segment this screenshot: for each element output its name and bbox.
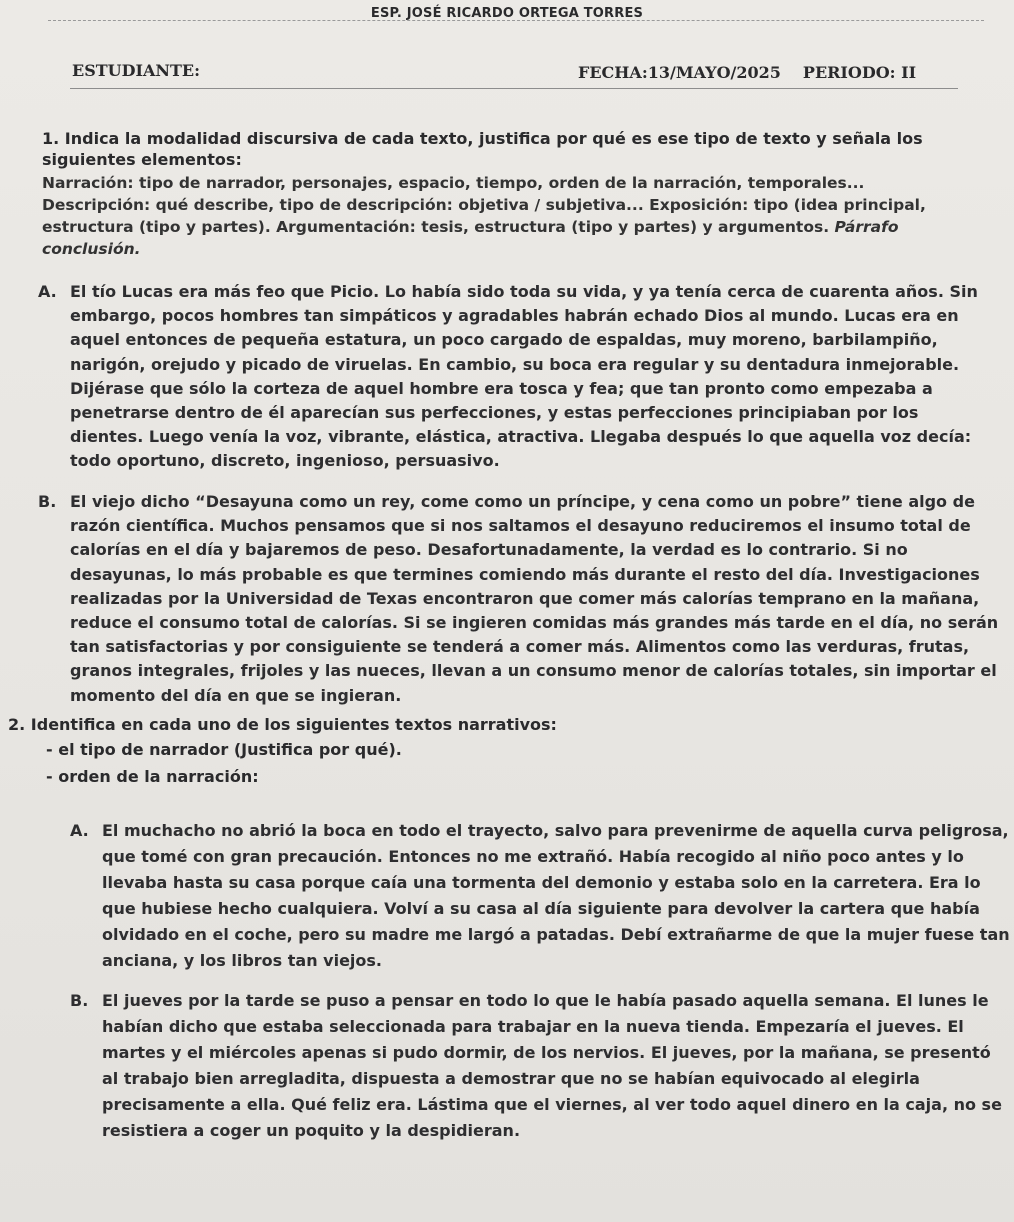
q2-bullet-narrador: - el tipo de narrador (Justifica por qué).	[46, 740, 402, 759]
q2-text-b-body: El jueves por la tarde se puso a pensar en todo lo que le había pasado aquella semana. El lunes le habían dicho que estaba seleccionada para trabajar en la nueva tienda. Empezaría el jueves. El martes y el miércoles apenas si pudo dormir, de los nervios. El jueves, por la mañana, se presentó al trabajo bien arregladita, dispuesta a demostrar que no se habían equivocado al elegirla precisamente a ella. Qué feliz era. Lástima que el viernes, al ver todo aquel dinero en la caja, no se resistiera a coger un poquito y la despidieran.	[102, 991, 1002, 1140]
narracion-text: tipo de narrador, personajes, espacio, tiempo, orden de la narración, temporales...	[138, 174, 865, 192]
exposicion-text: tipo (idea principal, estructura (tipo y partes).	[42, 196, 926, 236]
question-2-title: 2. Identifica en cada uno de los siguientes textos narrativos:	[8, 715, 557, 734]
q1-text-b-letter: B.	[38, 492, 57, 511]
header-divider	[70, 88, 958, 89]
date-period-line	[578, 63, 916, 82]
q1-text-b	[38, 490, 1000, 708]
q2-text-b-letter: B.	[70, 991, 89, 1010]
period-label: PERIODO: II	[802, 63, 917, 82]
conclusion-text: Párrafo conclusión.	[42, 218, 899, 258]
q1-text-a-body: El tío Lucas era más feo que Picio. Lo había sido toda su vida, y ya tenía cerca de cuarenta años. Sin embargo, pocos hombres tan simpáticos y agradables habrán echado Dios al mundo. Lucas era en aquel entonces de pequeña estatura, un poco cargado de espaldas, muy moreno, barbilampiño, narigón, orejudo y picado de viruelas. En cambio, su boca era regular y su dentadura inmejorable. Dijérase que sólo la corteza de aquel hombre era tosca y fea; que tan pronto como empezaba a penetrarse dentro de él aparecían sus perfecciones, y estas perfecciones principiaban por los dientes. Luego venía la voz, vibrante, elástica, atractiva. Llegaba después lo que aquella voz decía: todo oportuno, discreto, ingenioso, persuasivo.	[70, 282, 978, 471]
q1-text-b-body: El viejo dicho “Desayuna como un rey, come como un príncipe, y cena como un pobre” tiene algo de razón científica. Muchos pensamos que si nos saltamos el desayuno reduciremos el insumo total de calorías en el día y bajaremos de peso. Desafortunadamente, la verdad es lo contrario. Si no desayunas, lo más probable es que termines comiendo más durante el resto del día. Investigaciones realizadas por la Universidad de Texas encontraron que comer más calorías temprano en la mañana, reduce el consumo total de calorías. Si se ingieren comidas más grandes más tarde en el día, no serán tan satisfactorias y por consiguiente se tenderá a comer más. Alimentos como las verduras, frutas, granos integrales, frijoles y las nueces, llevan a un consumo menor de calorías totales, sin importar el momento del día en que se ingieran.	[70, 492, 999, 705]
narracion-label: Narración:	[42, 174, 134, 192]
q1-text-a-letter: A.	[38, 282, 57, 301]
question-1-title: 1. Indica la modalidad discursiva de cada texto, justifica por qué es ese tipo de texto y señala los siguientes elementos:	[42, 129, 923, 169]
argumentacion-text: tesis, estructura (tipo y partes) y argumentos.	[421, 218, 830, 236]
student-label: ESTUDIANTE:	[72, 61, 201, 80]
q2-text-a-body: El muchacho no abrió la boca en todo el trayecto, salvo para prevenirme de aquella curva peligrosa, que tomé con gran precaución. Entonces no me extrañó. Había recogido al niño poco antes y lo llevaba hasta su casa porque caía una tormenta del demonio y estaba solo en la carretera. Era lo que hubiese hecho cualquiera. Volví a su casa al día siguiente para devolver la cartera que había olvidado en el coche, pero su madre me largó a patadas. Debí extrañarme de que la mujer fuese tan anciana, y los libros tan viejos.	[102, 821, 1010, 970]
question-1-instructions	[42, 172, 972, 260]
q2-text-a-letter: A.	[70, 821, 89, 840]
q2-text-a	[70, 818, 1010, 974]
q2-bullet-orden: - orden de la narración:	[46, 767, 259, 786]
argumentacion-label: Argumentación:	[276, 218, 416, 236]
descripcion-text: qué describe, tipo de descripción: objetiva / subjetiva...	[155, 196, 644, 214]
descripcion-label: Descripción:	[42, 196, 151, 214]
q2-text-b	[70, 988, 1004, 1144]
date-label: FECHA:13/MAYO/2025	[578, 63, 781, 82]
exposicion-label: Exposición:	[649, 196, 749, 214]
teacher-name: ESP. JOSÉ RICARDO ORTEGA TORRES	[370, 6, 644, 21]
q1-text-a	[38, 280, 988, 474]
